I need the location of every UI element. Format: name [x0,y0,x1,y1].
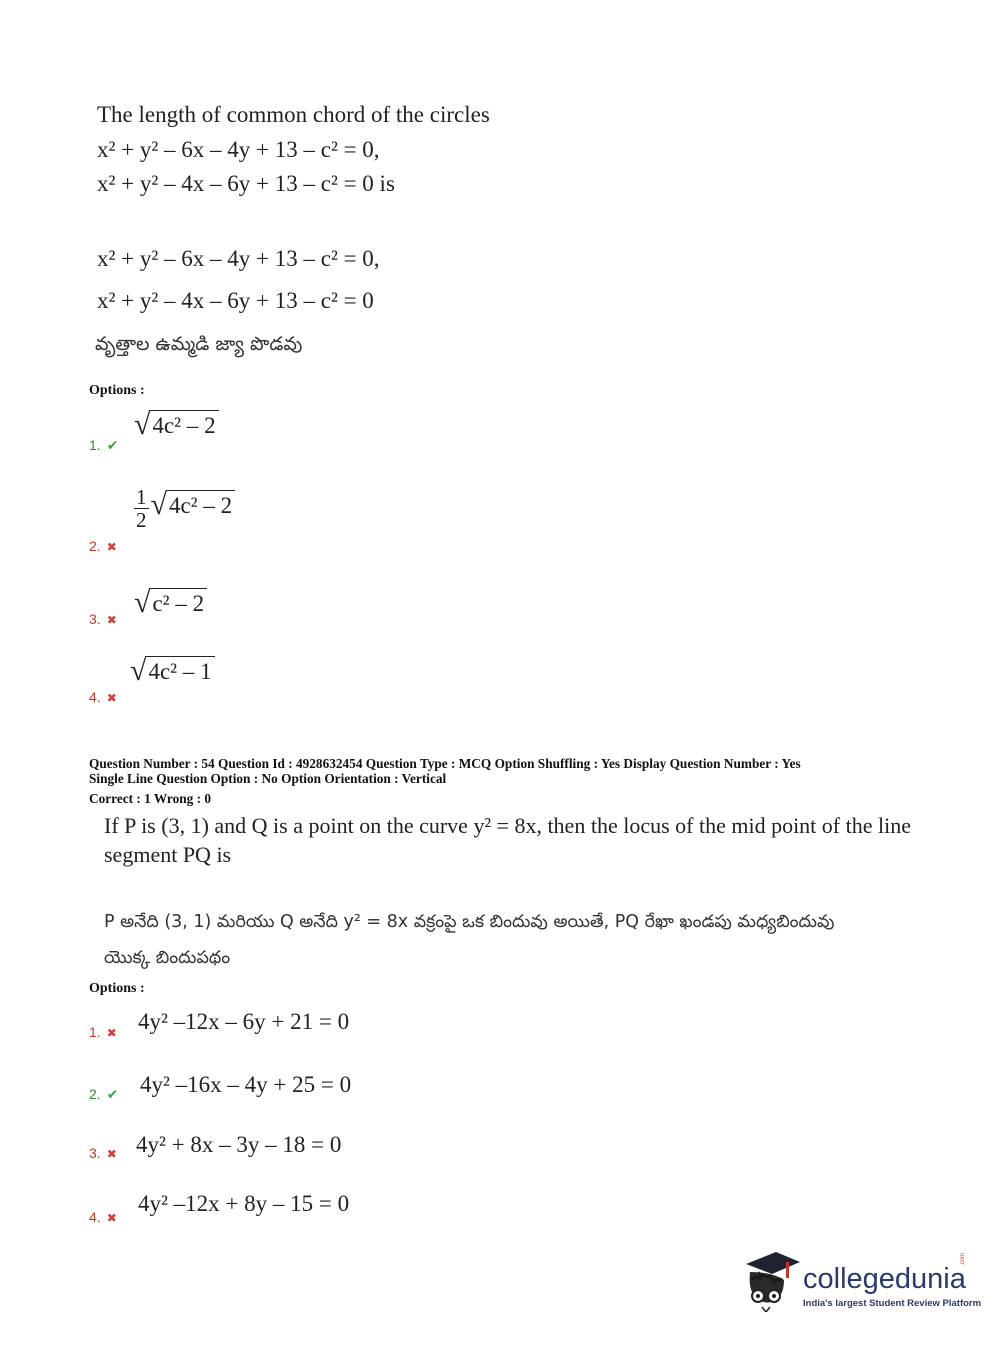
q2-option-1-expression: 4y² –12x – 6y + 21 = 0 [138,1009,350,1034]
q1-stem-te: వృత్తాల ఉమ్మడి జ్యా పొడవు [95,333,303,355]
q1-equation-2: x² + y² – 4x – 6y + 13 – c² = 0 is [97,171,395,196]
q1-stem-en: The length of common chord of the circles [97,102,490,127]
radicand: c² – 2 [149,588,207,617]
q2-stem-en-line-1: If P is (3, 1) and Q is a point on the curve y² = 8x, then the locus of the mid point of the line [104,813,911,838]
option-number-text: 2. [89,1086,101,1102]
q1-option-3-expression [134,588,207,618]
q1-equation-1: x² + y² – 6x – 4y + 13 – c² = 0, [97,137,380,162]
wrong-cross-icon: ✖ [106,1211,117,1225]
q2-option-1-number[interactable] [89,1024,117,1040]
wrong-cross-icon: ✖ [106,1147,117,1161]
q2-option-2-number[interactable] [89,1086,118,1103]
option-number-text: 1. [89,1024,101,1040]
wrong-cross-icon: ✖ [106,1026,117,1040]
q2-meta-line-1: Question Number : 54 Question Id : 4928632454 Question Type : MCQ Option Shuffling : Yes Display Question Number : Yes [89,756,801,771]
option-number-text: 3. [89,1145,101,1161]
correct-check-icon: ✔ [106,437,119,453]
collegedunia-mascot-icon [742,1250,802,1312]
q1-option-2-number[interactable] [89,538,117,554]
option-number-text: 4. [89,1209,101,1225]
q2-option-3-expression: 4y² + 8x – 3y – 18 = 0 [136,1132,342,1157]
wrong-cross-icon: ✖ [106,540,117,554]
square-root: √ 4c² – 1 [130,656,215,686]
option-number-text: 1. [89,437,101,453]
correct-check-icon: ✔ [106,1086,119,1102]
logo-wordmark: collegedunia [803,1263,966,1295]
wrong-cross-icon: ✖ [106,691,117,705]
q2-stem-te-line-2: యొక్క బిందుపథం [104,948,231,968]
q2-meta-line-3: Correct : 1 Wrong : 0 [89,791,211,806]
q2-option-4-number[interactable] [89,1209,117,1225]
option-number-text: 4. [89,689,101,705]
q1-equation-2-te: x² + y² – 4x – 6y + 13 – c² = 0 [97,288,374,313]
option-number-text: 3. [89,611,101,627]
q1-option-4-number[interactable] [89,689,117,705]
radicand: 4c² – 1 [145,656,214,685]
q2-meta-line-2: Single Line Question Option : No Option Orientation : Vertical [89,771,447,786]
q1-option-2-expression [134,486,235,531]
fraction-denominator: 2 [136,508,147,532]
q2-option-3-number[interactable] [89,1145,117,1161]
logo-dotcom: .com [960,1252,966,1266]
fraction-numerator: 1 [136,485,147,509]
square-root: √ c² – 2 [134,588,207,618]
q1-option-3-number[interactable] [89,611,117,627]
square-root: √ 4c² – 2 [151,490,236,520]
q2-option-4-expression: 4y² –12x + 8y – 15 = 0 [138,1191,350,1216]
radicand: 4c² – 2 [166,490,235,519]
q1-option-4-expression [130,656,215,686]
option-number-text: 2. [89,538,101,554]
q1-option-1-number[interactable] [89,437,118,454]
q1-option-1-expression [134,410,219,440]
q2-options-label: Options : [89,981,145,996]
q2-stem-te-line-1: P అనేది (3, 1) మరియు Q అనేది y² = 8x వక్రంపై ఒక బిందువు అయితే, PQ రేఖా ఖండపు మధ్యబిందువు [104,912,835,932]
wrong-cross-icon: ✖ [106,613,117,627]
q1-equation-1-te: x² + y² – 6x – 4y + 13 – c² = 0, [97,246,380,271]
logo-tagline: India's largest Student Review Platform [803,1298,982,1309]
radicand: 4c² – 2 [149,410,218,439]
q1-options-label: Options : [89,383,145,398]
square-root: √ 4c² – 2 [134,410,219,440]
q2-stem-en-line-2: segment PQ is [104,842,232,867]
q2-option-2-expression: 4y² –16x – 4y + 25 = 0 [140,1072,352,1097]
fraction-coefficient [134,486,149,531]
